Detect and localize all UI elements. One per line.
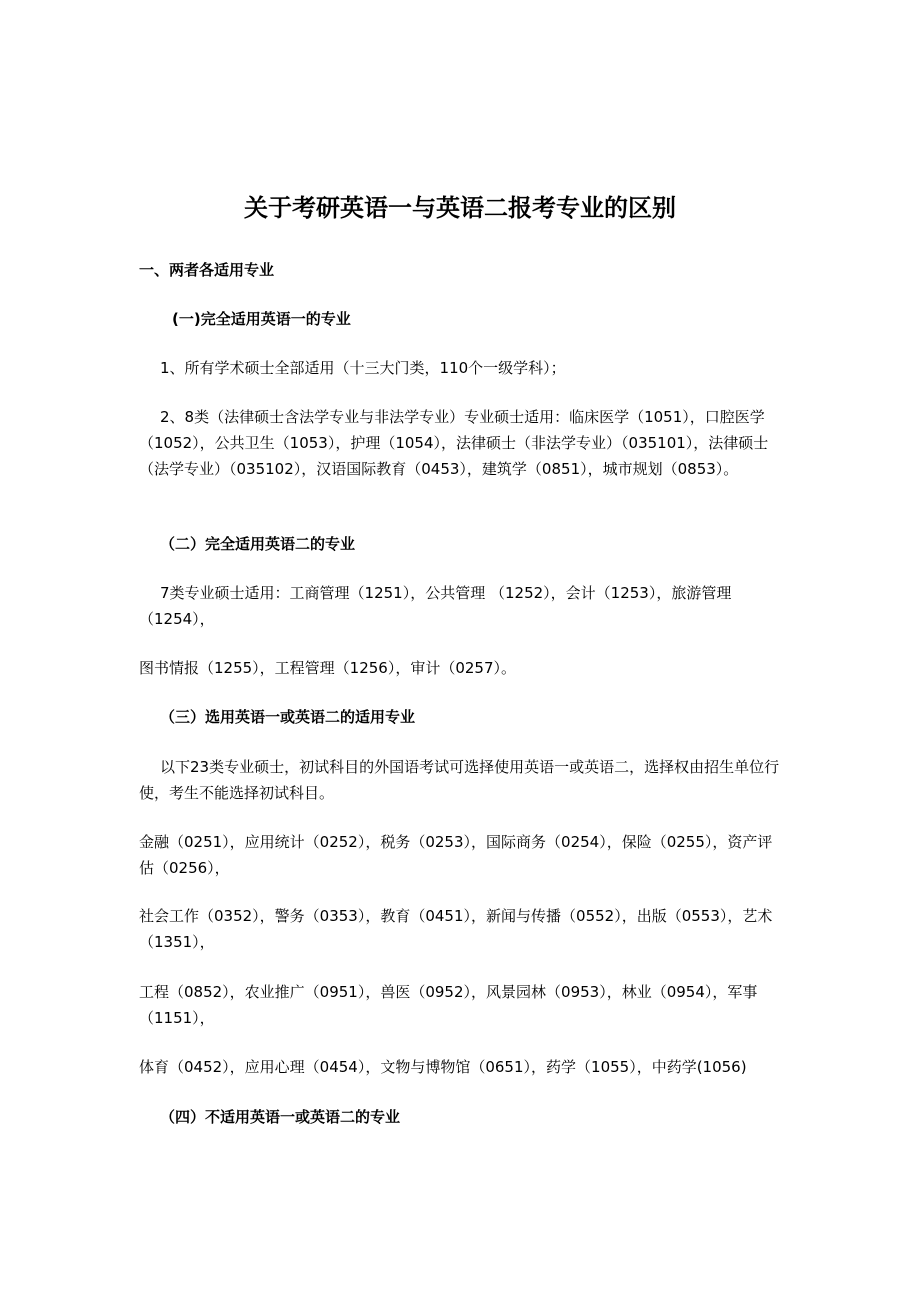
document-title: 关于考研英语一与英语二报考专业的区别 [244,193,676,222]
paragraph-sub3-list4: 体育（0452），应用心理（0454），文物与博物馆（0651），药学（1055），中药学(1056) [139,1058,747,1076]
subsection-heading-4: （四）不适用英语一或英语二的专业 [160,1108,401,1126]
paragraph-sub3-list2: 社会工作（0352），警务（0353），教育（0451），新闻与传播（0552），出版（0553），艺术（1351）， [139,907,773,951]
subsection-heading-2: （二）完全适用英语二的专业 [160,535,356,553]
paragraph-sub3-list3: 工程（0852），农业推广（0951），兽医（0952），风景园林（0953），林业（0954），军事（1151）， [139,983,758,1027]
subsection-heading-3: （三）选用英语一或英语二的适用专业 [160,708,416,726]
paragraph-sub2-list2: 图书情报（1255），工程管理（1256），审计（0257）。 [139,659,517,677]
subsection-heading-1: (一)完全适用英语一的专业 [172,310,351,328]
paragraph-sub1-item2: 2、8类（法律硕士含法学专业与非法学专业）专业硕士适用：临床医学（1051），口腔医学（1052），公共卫生（1053），护理（1054），法律硕士（非法学专业）（035101），法律硕士（法学专业）（035102），汉语国际教育（0453），建筑学（0851），城市规划（0853）。 [139,408,769,478]
paragraph-sub2-list1: 7类专业硕士适用：工商管理（1251），公共管理 （1252），会计（1253），旅游管理（1254）， [139,584,732,628]
paragraph-sub3-list1: 金融（0251），应用统计（0252），税务（0253），国际商务（0254），保险（0255），资产评估（0256）， [139,833,773,877]
paragraph-sub3-intro: 以下23类专业硕士，初试科目的外国语考试可选择使用英语一或英语二，选择权由招生单位行使，考生不能选择初试科目。 [139,758,780,802]
paragraph-sub1-item1: 1、所有学术硕士全部适用（十三大门类，110个一级学科）； [160,359,566,377]
section-heading-1: 一、两者各适用专业 [139,261,275,279]
